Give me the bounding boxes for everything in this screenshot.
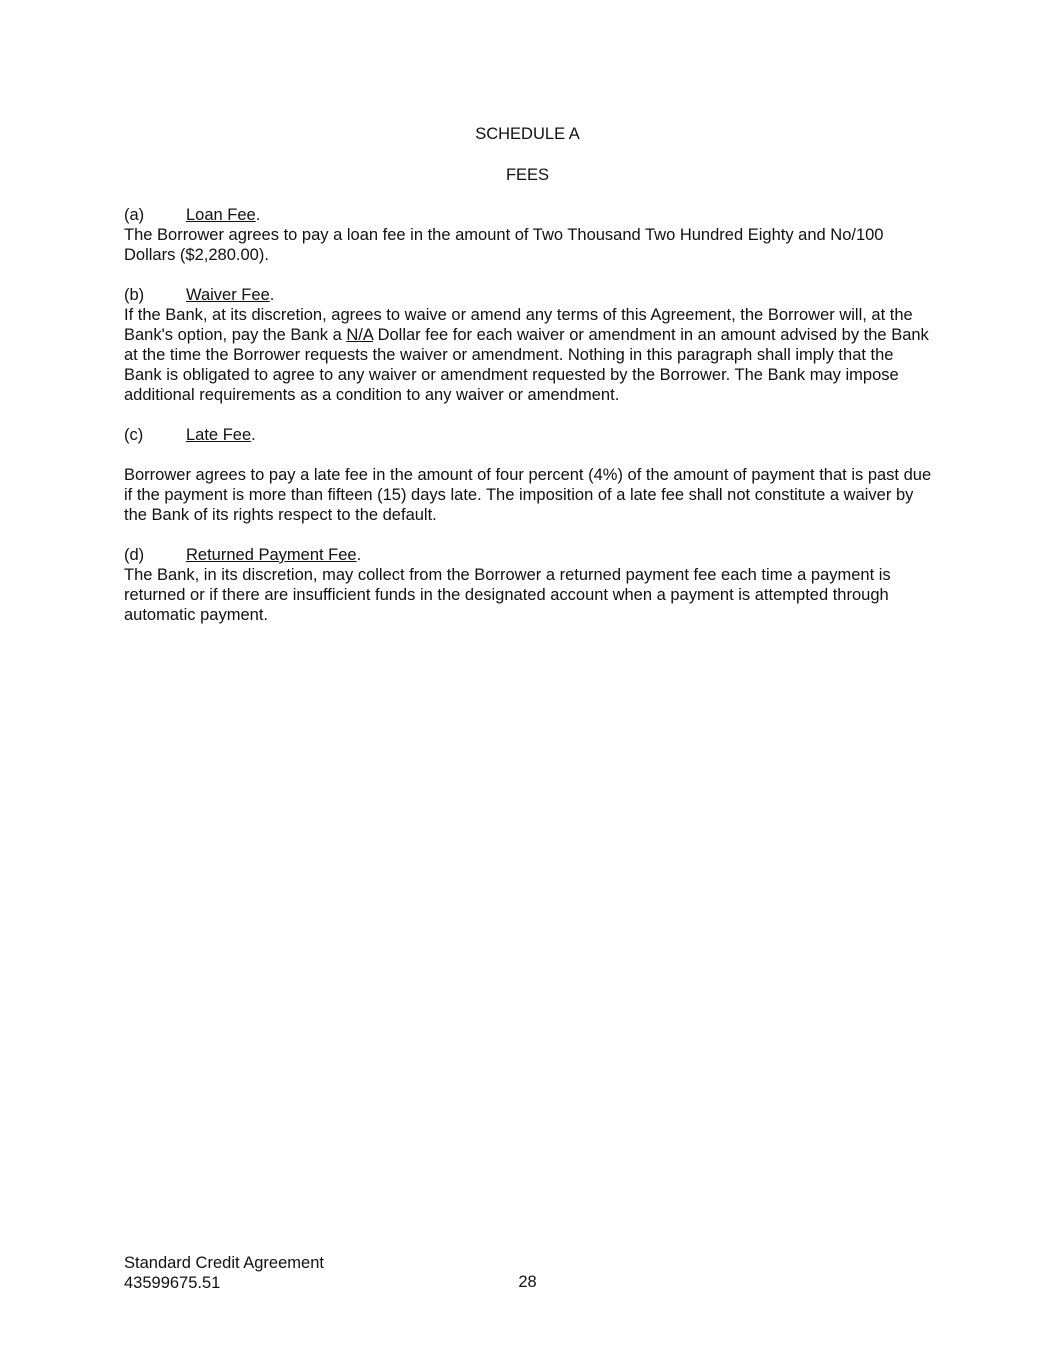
section-title-late-fee: Late Fee. [186,426,256,444]
fees-content [124,205,934,645]
section-label: (b) [124,286,145,304]
section-returned-payment-fee [124,545,934,625]
section-heading-late-fee [124,425,934,445]
section-late-fee [124,425,934,525]
section-loan-fee [124,205,934,265]
section-label: (a) [124,206,145,224]
section-heading-waiver-fee [124,285,934,305]
late-fee-text: Borrower agrees to pay a late fee in the amount of four percent (4%) of the amount of payment that is past due if the payment is more than fifteen (15) days late. The imposition of a late fee shall not constitute a waiver by the Bank of its rights respect to the default. [124,466,932,524]
section-label: (c) [124,426,144,444]
fees-title: FEES [505,166,550,184]
section-title-returned-payment-fee: Returned Payment Fee. [186,546,362,564]
waiver-fee-value: N/A [346,326,373,344]
agreement-name: Standard Credit Agreement [124,1254,324,1272]
page-number: 28 [518,1273,537,1291]
loan-fee-text: The Borrower agrees to pay a loan fee in the amount of Two Thousand Two Hundred Eighty and No/100 Dollars ($2,280.00). [124,226,884,264]
section-heading-returned-payment-fee [124,545,934,565]
document-id: 43599675.51 [124,1274,221,1292]
section-title-loan-fee: Loan Fee. [186,206,261,224]
returned-payment-fee-text: The Bank, in its discretion, may collect from the Borrower a returned payment fee each time a payment is returned or if there are insufficient funds in the designated account when a payment is attempted through automatic payment. [124,566,891,624]
section-title-waiver-fee: Waiver Fee. [186,286,275,304]
paragraph-gap [124,445,934,465]
section-heading-loan-fee [124,205,934,225]
section-waiver-fee [124,285,934,405]
waiver-fee-text: If the Bank, at its discretion, agrees to waive or amend any terms of this Agreement, the Borrower will, at the Bank's option, pay the Bank a N/A Dollar fee for each waiver or amendment in an amount advised by the Bank at the time the Borrower requests the waiver or amendment. Nothing in this paragraph shall imply that the Bank is obligated to agree to any waiver or amendment requested by the Borrower. The Bank may impose additional requirements as a condition to any waiver or amendment. [124,306,929,404]
schedule-title: SCHEDULE A [475,125,580,143]
section-label: (d) [124,546,145,564]
